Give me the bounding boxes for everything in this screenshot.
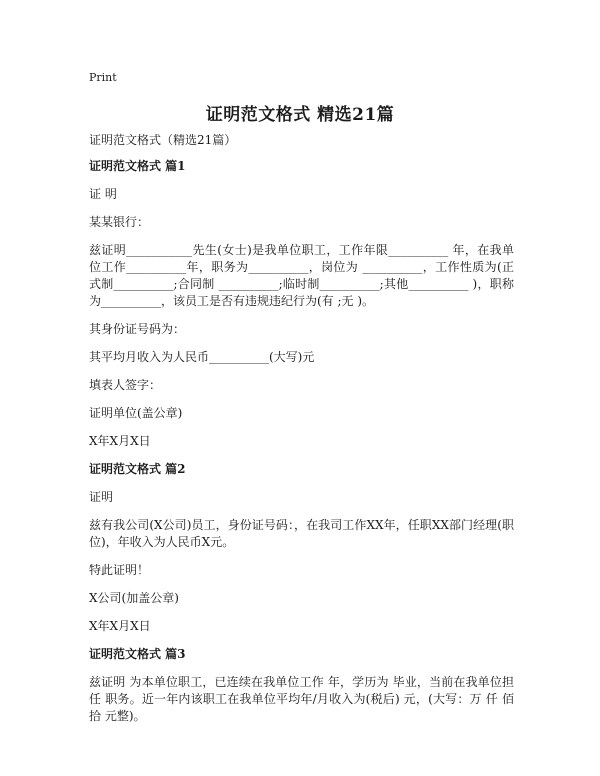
paragraph: 某某银行： — [89, 215, 150, 229]
section-heading: 证明范文格式 篇3 — [89, 647, 186, 661]
paragraph: 证 明 — [89, 187, 117, 201]
paragraph: 填表人签字： — [89, 378, 162, 392]
paragraph: 特此证明！ — [89, 563, 150, 577]
paragraph: 证明单位(盖公章) — [89, 406, 183, 420]
paragraph: X年X月X日 — [89, 434, 151, 448]
section-heading: 证明范文格式 篇1 — [89, 159, 186, 173]
paragraph: 兹证明 为本单位职工，已连续在我单位工作 年，学历为 毕业，当前在我单位担任 职务。近一年内该职工在我单位平均年/月收入为(税后) 元，(大写：万 仟 佰 拾 元整)。 — [89, 675, 514, 723]
section-heading: 证明范文格式 篇2 — [89, 462, 186, 476]
paragraph: 兹证明___________先生(女士)是我单位职工，工作年限__________ 年，在我单位工作__________年，职务为__________，岗位为 __________，工作性质为(正式制__________;合同制 __________;临时制__________;其他__________ )，职称为__________，该员工是否有违规违纪行为(有 ;无 )。 — [89, 243, 514, 308]
paragraph: 兹有我公司(X公司)员工，身份证号码：，在我司工作XX年，任职XX部门经理(职位)，年收入为人民币X元。 — [89, 518, 514, 549]
document-body — [89, 132, 514, 725]
document-title: 证明范文格式 精选21篇 — [205, 105, 395, 125]
print-link[interactable]: Print — [89, 71, 117, 84]
paragraph: X公司(加盖公章) — [89, 591, 179, 605]
paragraph: 证明 — [89, 490, 114, 504]
paragraph: 其平均月收入为人民币__________(大写)元 — [89, 350, 315, 364]
paragraph: 其身份证号码为： — [89, 322, 186, 336]
paragraph: X年X月X日 — [89, 619, 151, 633]
intro-text: 证明范文格式（精选21篇） — [89, 133, 237, 147]
